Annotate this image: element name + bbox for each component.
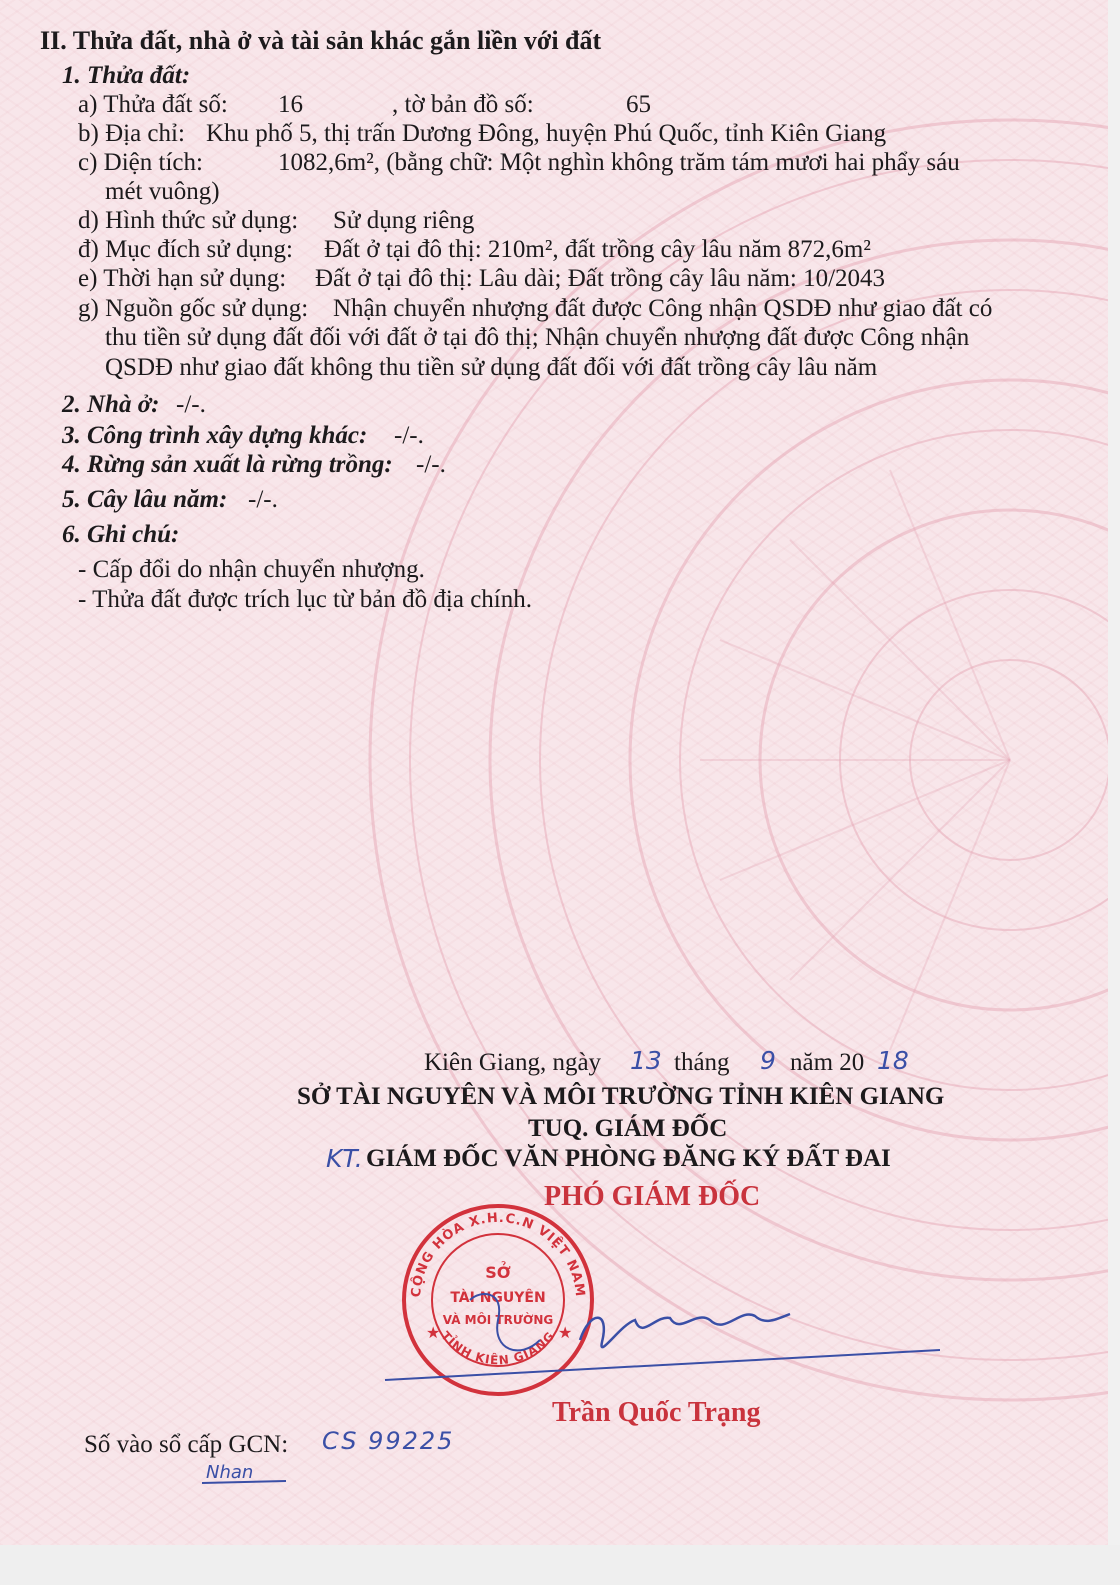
forest-heading: 4. Rừng sản xuất là rừng trồng: (62, 451, 393, 478)
scan-bottom-strip (0, 1545, 1120, 1585)
office-title: GIÁM ĐỐC VĂN PHÒNG ĐĂNG KÝ ĐẤT ĐAI (366, 1145, 891, 1172)
registry-number-handwritten: CS 99225 (322, 1427, 455, 1455)
area-label: c) Diện tích: (78, 149, 203, 176)
date-year-label: năm 20 (790, 1049, 865, 1076)
house-heading: 2. Nhà ở: (62, 391, 160, 418)
seal-center-3: VÀ MÔI TRƯỜNG (442, 1313, 554, 1327)
parcel-label: a) Thửa đất số: (78, 91, 228, 118)
map-label: , tờ bản đồ số: (392, 91, 534, 118)
land-heading: 1. Thửa đất: (62, 62, 191, 89)
initials-underline-icon (200, 1478, 290, 1486)
origin-line-3: QSDĐ như giao đất không thu tiền sử dụng đất đối với đất trồng cây lâu năm (105, 354, 878, 381)
signature-stroke-icon (380, 1280, 940, 1390)
date-day-handwritten: 13 (630, 1046, 662, 1075)
house-value: -/-. (176, 391, 206, 418)
tuq-title: TUQ. GIÁM ĐỐC (528, 1115, 728, 1142)
purpose-value: Đất ở tại đô thị: 210m², đất trồng cây lâu năm 872,6m² (324, 236, 871, 263)
origin-line-2: thu tiền sử dụng đất đối với đất ở tại đô thị; Nhận chuyển nhượng đất được Công nhận (105, 324, 970, 351)
origin-label: g) Nguồn gốc sử dụng: (78, 295, 309, 322)
other-construction-heading: 3. Công trình xây dựng khác: (62, 422, 368, 449)
parcel-number: 16 (278, 91, 303, 118)
perennial-heading: 5. Cây lâu năm: (62, 486, 228, 513)
use-form-value: Sử dụng riêng (333, 207, 475, 234)
perennial-value: -/-. (248, 486, 278, 513)
date-month-handwritten: 9 (760, 1046, 776, 1075)
address-value: Khu phố 5, thị trấn Dương Đông, huyện Phú Quốc, tỉnh Kiên Giang (206, 120, 887, 147)
seal-bottom-text: TỈNH KIÊN GIANG (438, 1328, 558, 1368)
term-value: Đất ở tại đô thị: Lâu dài; Đất trồng cây lâu năm: 10/2043 (315, 265, 886, 292)
notes-heading: 6. Ghi chú: (62, 521, 180, 548)
area-value: 1082,6m², (bằng chữ: Một nghìn không trăm tám mươi hai phẩy sáu (278, 149, 960, 176)
seal-ring-text: CỘNG HÒA X.H.C.N VIỆT NAM (408, 1210, 588, 1299)
page-edge (1108, 0, 1120, 1545)
date-place: Kiên Giang, ngày (424, 1049, 602, 1076)
date-month-label: tháng (674, 1049, 730, 1076)
svg-text:★: ★ (558, 1325, 573, 1342)
kt-handwritten: KT. (326, 1144, 363, 1173)
department-name: SỞ TÀI NGUYÊN VÀ MÔI TRƯỜNG TỈNH KIÊN GIANG (297, 1083, 945, 1110)
note-item: - Thửa đất được trích lục từ bản đồ địa chính. (78, 586, 532, 613)
origin-line-1: Nhận chuyển nhượng đất được Công nhận QSDĐ như giao đất có (333, 295, 993, 322)
date-year-handwritten: 18 (877, 1046, 909, 1075)
use-form-label: d) Hình thức sử dụng: (78, 207, 299, 234)
deputy-title: PHÓ GIÁM ĐỐC (544, 1181, 761, 1212)
other-construction-value: -/-. (394, 422, 424, 449)
seal-center-2: TÀI NGUYÊN (450, 1290, 546, 1306)
address-label: b) Địa chỉ: (78, 120, 185, 147)
section-title: II. Thửa đất, nhà ở và tài sản khác gắn liền với đất (40, 26, 602, 55)
purpose-label: đ) Mục đích sử dụng: (78, 236, 293, 263)
forest-value: -/-. (416, 451, 446, 478)
term-label: e) Thời hạn sử dụng: (78, 265, 287, 292)
svg-text:★: ★ (426, 1325, 441, 1342)
note-item: - Cấp đổi do nhận chuyển nhượng. (78, 556, 425, 583)
map-number: 65 (626, 91, 651, 118)
seal-center-1: SỞ (485, 1263, 511, 1282)
signer-name: Trần Quốc Trạng (552, 1397, 761, 1428)
registry-label: Số vào sổ cấp GCN: (84, 1431, 289, 1458)
area-words-continued: mét vuông) (105, 178, 220, 205)
registry-initials-handwritten: Nhan (206, 1462, 254, 1483)
